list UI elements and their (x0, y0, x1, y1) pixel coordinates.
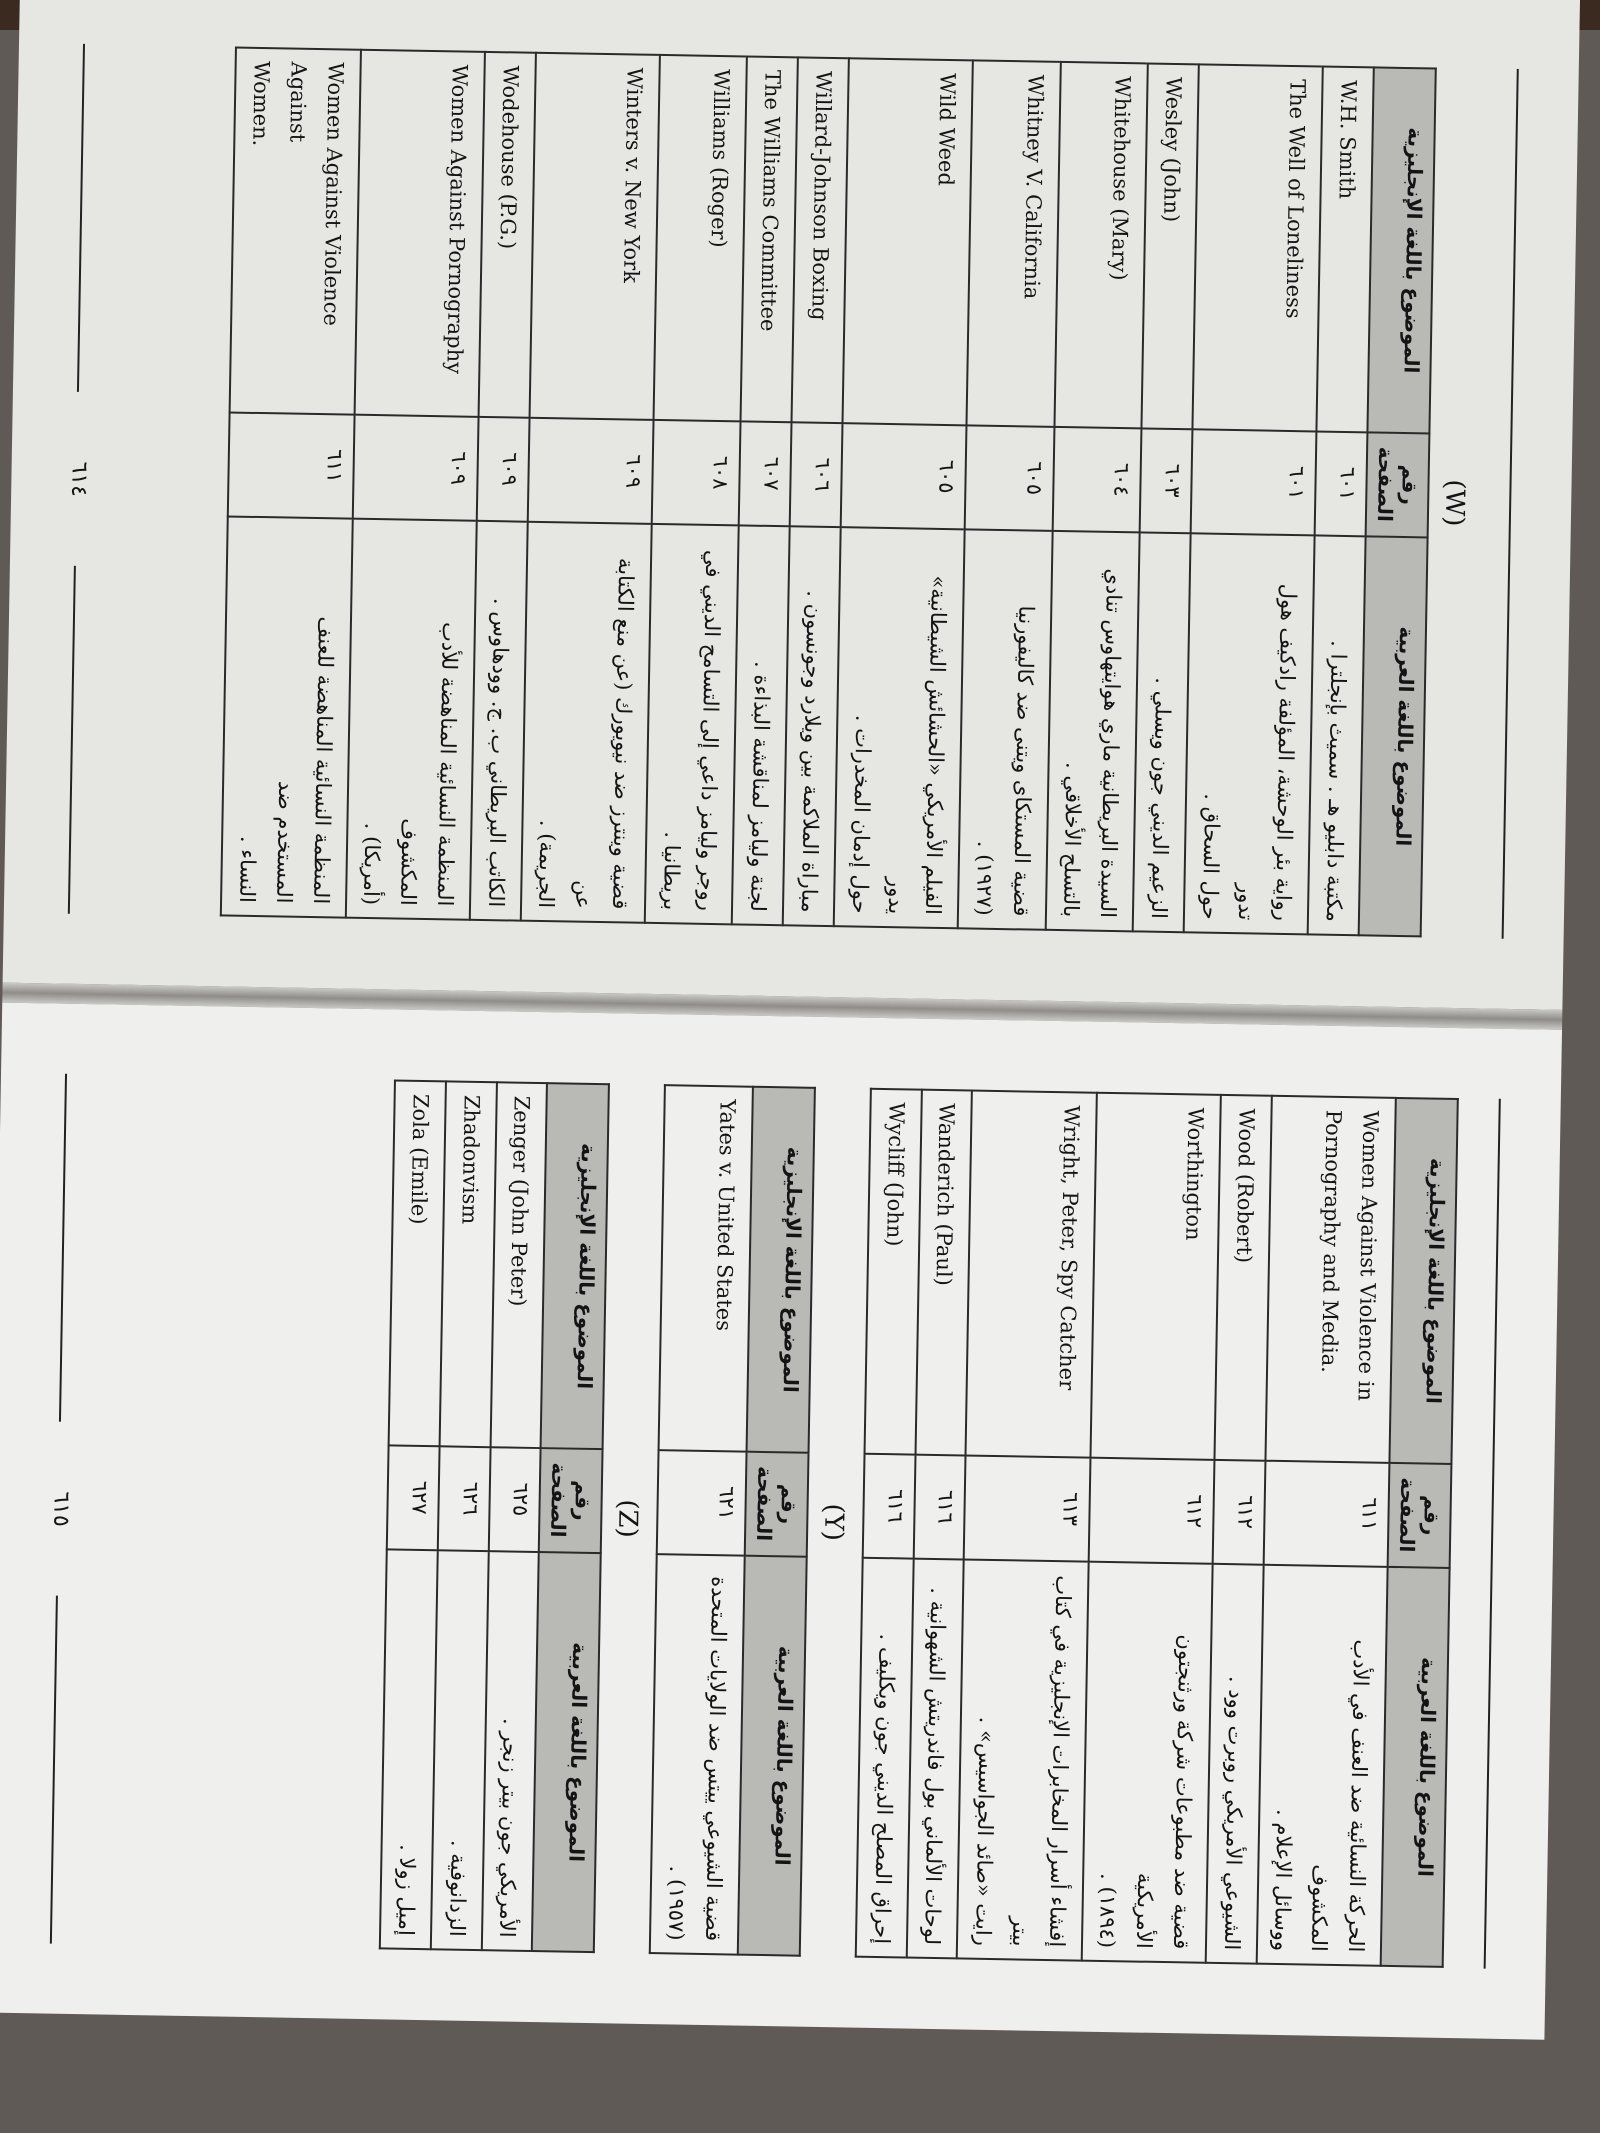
table-row (1256, 1096, 1395, 1966)
table-row (521, 53, 660, 923)
entry-arabic-line: السيدة البريطانية ماري هوايتهاوس تنادي (1096, 568, 1127, 919)
entry-arabic-line: لوحات الألماني بول فاندريتش الشهوانية . (920, 1587, 951, 1946)
entry-page: ٦٠٣ (1140, 428, 1193, 533)
entry-page: ٦٠١ (1315, 431, 1368, 536)
page-number: ٦١٤ (66, 461, 92, 498)
table-row (834, 58, 973, 928)
entry-english-line: Willard-Johnson Boxing (807, 70, 836, 321)
entry-arabic-line: مباراة الملاكمة بين ويلارد وجونسون . (796, 590, 827, 913)
entry-page: ٦٠٩ (527, 417, 653, 523)
top-rule (1502, 69, 1519, 939)
entry-arabic-line: حول إدمان المخدرات . (847, 714, 876, 914)
entry-arabic (856, 1557, 914, 1957)
entry-arabic-line: الجريمة) . (534, 819, 561, 909)
table-row (346, 50, 485, 920)
entry-english-line: Pornography and Media. (1317, 1109, 1346, 1374)
entry-english (1317, 67, 1374, 432)
table-row (650, 1085, 753, 1954)
section-letter-w: (W) (1438, 479, 1470, 527)
entry-english-line: Wanderich (Paul) (931, 1102, 960, 1287)
entry-arabic-line: (١٩٥٧) . (664, 1865, 690, 1941)
entry-arabic (645, 524, 739, 925)
entry-english (529, 53, 660, 420)
entry-english (966, 1091, 1097, 1458)
entry-arabic (1256, 1564, 1387, 1965)
footer-rule (68, 566, 76, 914)
entry-english-line: Wesley (John) (1159, 76, 1186, 223)
entry-arabic (1045, 531, 1139, 932)
entry-arabic-line: قضية المستكاى ويتنى ضد كاليفورنيا (١٩٢٧) . (971, 605, 1039, 917)
entry-arabic (906, 1558, 964, 1958)
entry-page: ٦٠٤ (1052, 426, 1141, 532)
entry-arabic-line: (أمريكا) . (359, 822, 385, 906)
entry-arabic (380, 1549, 438, 1949)
entry-english (1265, 1096, 1396, 1463)
entry-english-line: Winters v. New York (618, 67, 647, 284)
entry-arabic-line: (١٨٩٤) . (1095, 1872, 1121, 1949)
table-row (645, 55, 748, 924)
entry-arabic (1308, 535, 1366, 935)
entry-english-line: The Williams Committee (756, 69, 785, 332)
entry-page: ٦٠١ (1191, 429, 1317, 535)
entry-english-line: Women Against Violence in (1353, 1110, 1383, 1402)
entry-arabic-line: مكتبة دابليو هـ . سميث بإنجلترا . (1321, 640, 1351, 923)
header-english: الموضوع باللغة الإنجليزية (1389, 1098, 1457, 1464)
entry-page: ٦٠٥ (965, 425, 1054, 531)
entry-english (230, 48, 361, 415)
footer-rule (59, 1074, 67, 1422)
index-table-y (649, 1084, 816, 1957)
entry-page: ٦١١ (1263, 1460, 1389, 1566)
entry-english-line: The Well of Loneliness (1281, 78, 1310, 319)
entry-english (479, 52, 536, 417)
entry-arabic (1206, 1564, 1264, 1964)
entry-arabic-line: الشيوعي الأمريكي روبرت وود . (1219, 1675, 1249, 1951)
header-page: رقم الصفحة (745, 1451, 809, 1556)
entry-arabic (783, 526, 841, 926)
entry-arabic-line: إميل زولا . (394, 1844, 420, 1937)
entry-english (915, 1090, 972, 1455)
header-english: الموضوع باللغة الإنجليزية (541, 1083, 609, 1449)
entry-arabic (1081, 1561, 1212, 1962)
entry-english (490, 1082, 547, 1447)
entry-arabic-line: إحراق المصلح الديني جون ويكليف . (869, 1633, 900, 1945)
entry-page: ٦١٢ (1213, 1459, 1266, 1564)
entry-arabic (834, 527, 965, 928)
entry-arabic-line: روجر وليامز داعي إلى التسامح الديني في (695, 549, 726, 912)
table-row (1045, 62, 1148, 931)
entry-english-line: W.H. Smith (1334, 79, 1361, 200)
entry-arabic (732, 525, 790, 925)
entry-page: ٦٠٧ (739, 421, 792, 526)
header-arabic: الموضوع باللغة العربية (532, 1552, 601, 1952)
entry-arabic-line: قضية الشيوعي ييتس ضد الولايات المتحدة (700, 1576, 732, 1942)
entry-english (1090, 1093, 1221, 1460)
entry-page: ٦٠٦ (790, 422, 843, 527)
table-row (958, 60, 1061, 929)
right-page (0, 1003, 1562, 2040)
entry-arabic (1184, 533, 1315, 934)
entry-arabic-line: المنظمة النسائية المناهضة للأدب المكشوف (396, 621, 462, 907)
entry-arabic-line: الكاتب البريطاني ب. ج. وودهاوس . (483, 597, 514, 908)
entry-page: ٦٢٥ (489, 1447, 542, 1552)
entry-arabic (482, 1551, 540, 1951)
entry-english (354, 50, 485, 417)
entry-english (659, 1085, 753, 1451)
entry-english-line: Wycliff (John) (881, 1102, 909, 1247)
entry-english (440, 1081, 497, 1446)
header-arabic: الموضوع باللغة العربية (738, 1555, 807, 1955)
entry-english (865, 1089, 922, 1454)
entry-english-line: Women. (248, 60, 274, 147)
entry-arabic-line: حول السحاق . (1197, 793, 1224, 920)
entry-page: ٦١١ (228, 412, 354, 518)
table-row (1184, 64, 1323, 934)
entry-english (389, 1080, 446, 1445)
entry-english-line: Wodehouse (P.G.) (495, 65, 523, 250)
entry-english (654, 55, 748, 421)
entry-arabic-line: لجنة وليامز لمناقشة البذاءة . (746, 660, 775, 913)
entry-arabic-line: إفشاء أسرار المخابرات الإنجليزية في كتاب بيتر (1007, 1575, 1076, 1948)
page-number: ٦١٥ (48, 1491, 74, 1527)
entry-arabic-line: قضية وينترز ضد نيويورك (عن منع الكتابة عن (571, 557, 639, 910)
entry-arabic-line: الزعيم الديني جون ويسلي . (1146, 677, 1176, 920)
entry-arabic-line: الحركة النسائية ضد العنف في الأدب المكشوف (1307, 1639, 1374, 1953)
entry-english (843, 58, 974, 425)
index-table-w (220, 47, 1437, 938)
entry-page: ٦٢٦ (438, 1446, 491, 1551)
entry-arabic-line: بريطانيا . (658, 831, 685, 911)
index-table-z (379, 1079, 610, 1953)
entry-arabic-line: رواية بئر الوحشة، المؤلفة رادكيف هول تدور (1234, 583, 1302, 922)
entry-arabic (957, 1559, 1088, 1960)
entry-page: ٦١٣ (964, 1455, 1090, 1561)
entry-arabic-line: المنظمة النسائية المناهضة للعنف المستخدم ضد (272, 616, 338, 905)
entry-english-line: Yates v. United States (711, 1099, 740, 1332)
header-english: الموضوع باللغة الإنجليزية (747, 1087, 815, 1453)
table-row (957, 1091, 1096, 1961)
entry-arabic (1133, 532, 1191, 932)
left-page (3, 0, 1580, 1010)
entry-page: ٦٠٩ (477, 416, 530, 521)
page-footer (54, 44, 99, 914)
entry-page: ٦١٦ (913, 1454, 966, 1559)
entry-arabic-line: الأمريكي جون بيتر زنجر . (495, 1717, 524, 1938)
entry-page: ٦٢١ (657, 1450, 746, 1556)
footer-rule (50, 1596, 58, 1944)
entry-english-line: Zhadonvism (457, 1094, 484, 1225)
entry-page: ٦٢٧ (387, 1445, 440, 1550)
table-row (221, 48, 360, 918)
entry-english (1214, 1095, 1271, 1460)
entry-arabic (958, 529, 1052, 930)
entry-english-line: Wood (Robert) (1231, 1108, 1259, 1264)
entry-page: ٦٠٥ (841, 423, 967, 529)
entry-english (792, 57, 849, 422)
entry-english-line: Wright, Peter, Spy Catcher (1054, 1105, 1084, 1391)
header-english: الموضوع باللغة الإنجليزية (1367, 67, 1435, 433)
header-page: رقم الصفحة (539, 1448, 603, 1553)
entry-arabic-line: الزدانوفية . (444, 1839, 471, 1937)
header-arabic: الموضوع باللغة العربية (1359, 536, 1428, 936)
entry-arabic-line: الفيلم الأمريكي «الحشائش الشيطانية» يدور (884, 575, 952, 916)
entry-english-line: Women Against Pornography (442, 64, 472, 375)
entry-page: ٦٠٨ (652, 419, 741, 525)
entry-arabic (470, 521, 528, 921)
entry-english-line: Whitehouse (Mary) (1107, 75, 1135, 281)
entry-english-line: Whitney V. California (1019, 74, 1048, 300)
entry-english-line: Zenger (John Peter) (506, 1095, 535, 1307)
entry-page: ٦١٦ (863, 1453, 916, 1558)
entry-page: ٦١٢ (1088, 1457, 1214, 1563)
entry-english-line: Worthington (1181, 1107, 1208, 1241)
top-rule (1484, 1099, 1501, 1969)
entry-english (1054, 62, 1148, 428)
entry-arabic (431, 1550, 489, 1950)
entry-english (967, 60, 1061, 426)
header-page: رقم الصفحة (1388, 1462, 1452, 1567)
header-arabic: الموضوع باللغة العربية (1381, 1567, 1450, 1967)
entry-arabic-line: قضية ضد مطبوعات شركة ورثنجتون الأمريكية (1132, 1634, 1199, 1950)
entry-arabic (650, 1554, 744, 1955)
entry-arabic-line: رايت «صائد الجواسيس» . (971, 1716, 1000, 1947)
entry-arabic (521, 521, 652, 922)
entry-page: ٦٠٩ (353, 414, 479, 520)
entry-english-line: Wild Weed (933, 72, 960, 187)
table-row (1081, 1093, 1220, 1963)
entry-english-line: Williams (Roger) (707, 68, 735, 248)
entry-arabic (221, 516, 352, 917)
entry-arabic-line: بالتسلح الأخلاقي . (1059, 761, 1087, 918)
section-letter-z: (Z) (612, 1499, 644, 1539)
entry-arabic-line: ووسائل الإعلام . (1270, 1808, 1297, 1952)
entry-arabic (346, 518, 477, 919)
entry-english-line: Women Against Violence Against (285, 61, 348, 327)
entry-english (1192, 64, 1323, 431)
section-letter-y: (Y) (817, 1503, 849, 1542)
entry-arabic-line: النساء . (235, 835, 261, 904)
page-footer (36, 1073, 81, 1943)
entry-english (1142, 63, 1199, 428)
header-page: رقم الصفحة (1366, 432, 1430, 537)
footer-rule (77, 44, 85, 392)
entry-english-line: Zola (Emile) (406, 1093, 433, 1225)
entry-english (741, 56, 798, 421)
index-table-w-continued (855, 1088, 1459, 1968)
